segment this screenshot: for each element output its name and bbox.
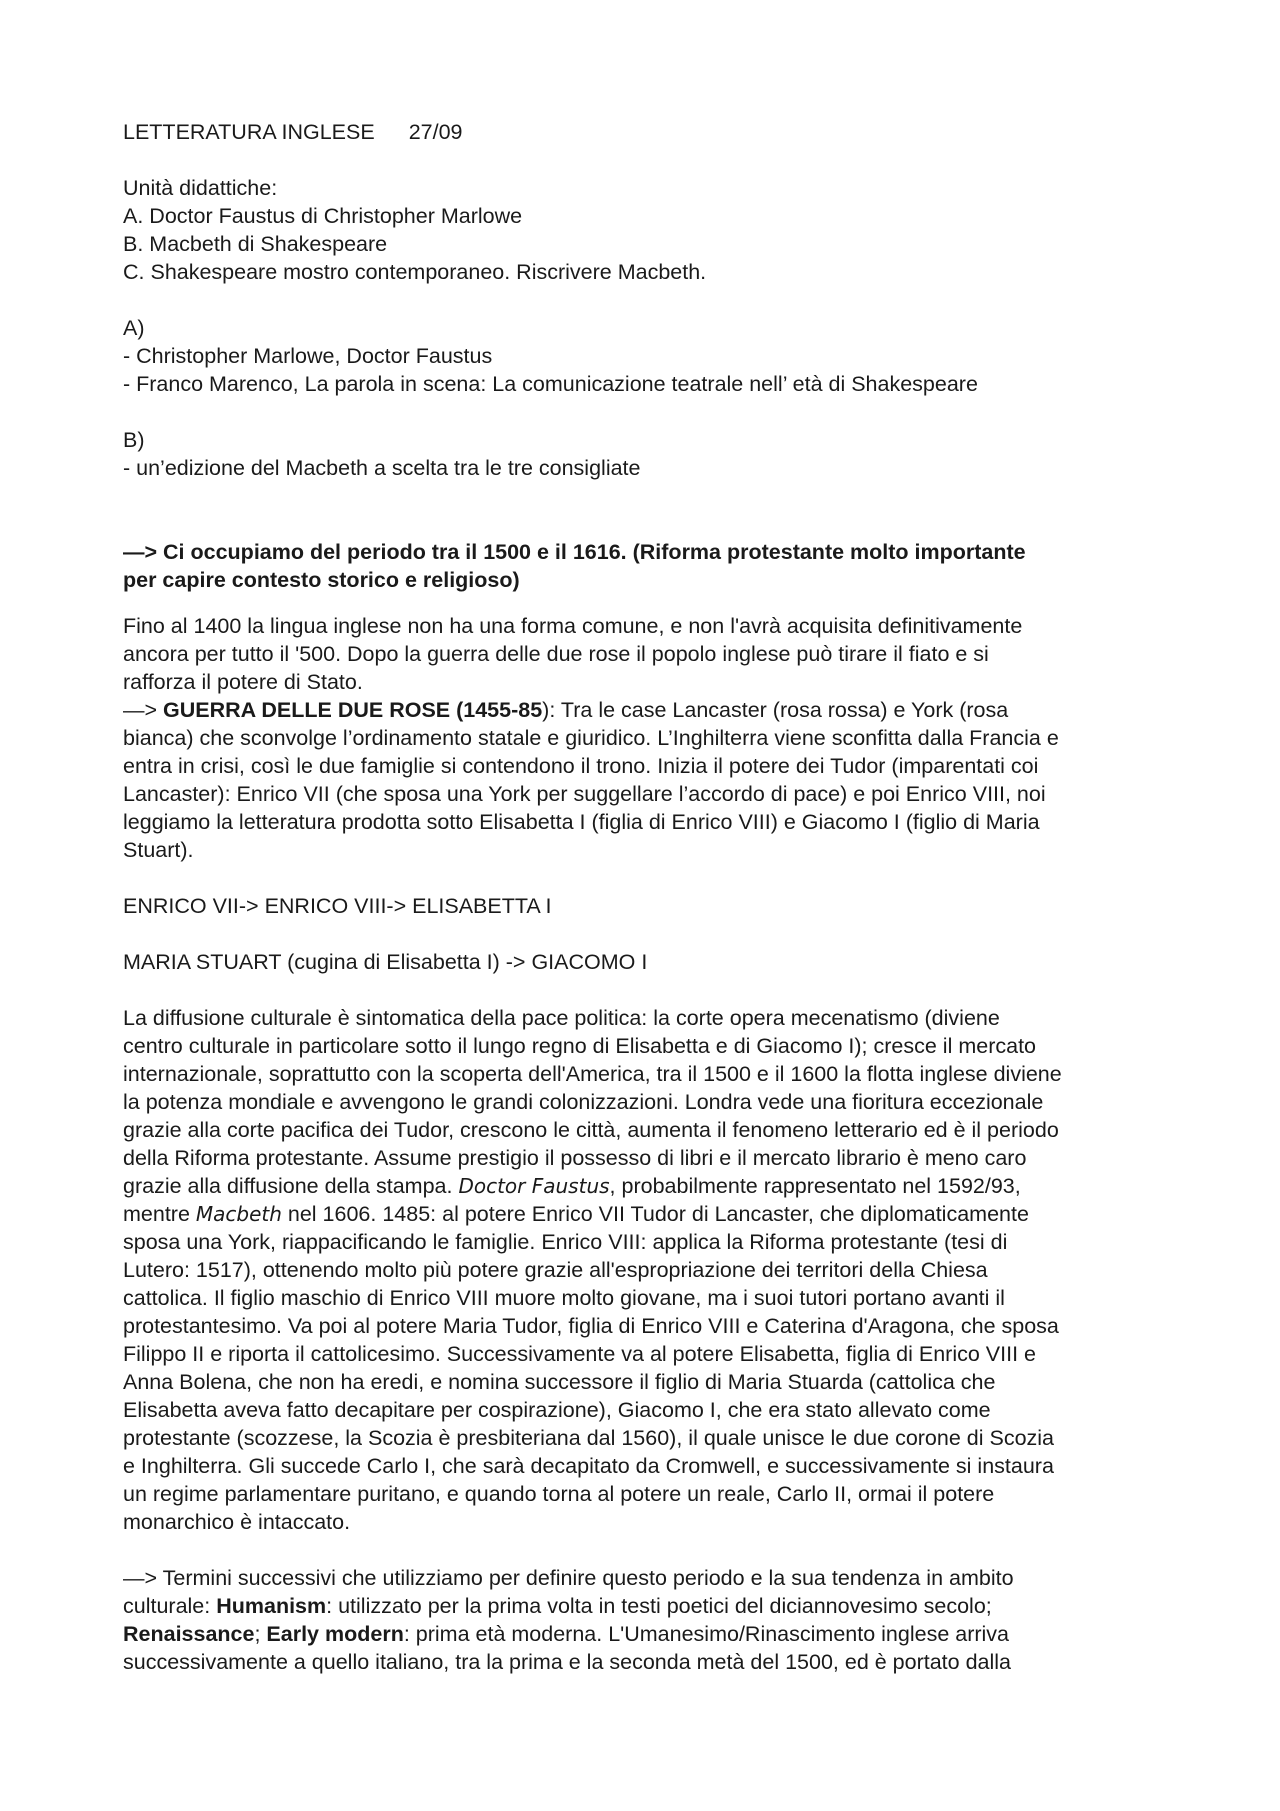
unit-item-b: B. Macbeth di Shakespeare bbox=[123, 232, 388, 256]
paragraph-line: leggiamo la letteratura prodotta sotto Elisabetta I (figlia di Enrico VIII) e Giacomo I (figlio di Maria bbox=[123, 810, 1040, 834]
paragraph-line: protestante (scozzese, la Scozia è presbiteriana dal 1560), il quale unisce le due corone di Scozia bbox=[123, 1426, 1055, 1450]
paragraph-line bbox=[123, 1620, 1183, 1648]
paragraph-line: Lancaster): Enrico VII (che sposa una York per suggellare l’accordo di pace) e poi Enrico VIII, noi bbox=[123, 782, 1046, 806]
paragraph-line: sposa una York, riappacificando le famiglie. Enrico VIII: applica la Riforma protestante (tesi di bbox=[123, 1230, 1008, 1254]
highlight-heading bbox=[123, 538, 1183, 594]
faustus-title: Doctor Faustus bbox=[458, 1174, 610, 1198]
paragraph-line bbox=[123, 696, 1183, 724]
paragraph-line: protestantesimo. Va poi al potere Maria Tudor, figlia di Enrico VIII e Caterina d'Aragona, che sposa bbox=[123, 1314, 1059, 1338]
roses-war-heading: GUERRA DELLE DUE ROSE (1455-85 bbox=[163, 698, 543, 722]
section-a-item: - Christopher Marlowe, Doctor Faustus bbox=[123, 344, 493, 368]
term-renaissance: Renaissance bbox=[123, 1622, 255, 1646]
paragraph-line: monarchico è intaccato. bbox=[123, 1510, 351, 1534]
paragraph-line: la potenza mondiale e avvengono le grandi colonizzazioni. Londra vede una fioritura eccezionale bbox=[123, 1090, 1044, 1114]
units-label: Unità didattiche: bbox=[123, 176, 278, 200]
paragraph-line: della Riforma protestante. Assume prestigio il possesso di libri e il mercato librario è meno caro bbox=[123, 1146, 1027, 1170]
paragraph-line: bianca) che sconvolge l’ordinamento statale e giuridico. L’Inghilterra viene sconfitta dalla Francia e bbox=[123, 726, 1059, 750]
paragraph-line: Lutero: 1517), ottenendo molto più potere grazie all'espropriazione dei territori della Chiesa bbox=[123, 1258, 988, 1282]
unit-item-a: A. Doctor Faustus di Christopher Marlowe bbox=[123, 204, 523, 228]
paragraph-line: Anna Bolena, che non ha eredi, e nomina successore il figlio di Maria Stuarda (cattolica che bbox=[123, 1370, 996, 1394]
paragraph-line: La diffusione culturale è sintomatica della pace politica: la corte opera mecenatismo (diviene bbox=[123, 1006, 1000, 1030]
terms-l2-post: : utilizzato per la prima volta in testi poetici del diciannovesimo secolo; bbox=[326, 1594, 992, 1618]
lineage-line-2: MARIA STUART (cugina di Elisabetta I) -> GIACOMO I bbox=[123, 950, 648, 974]
document-page bbox=[123, 118, 1183, 1676]
term-early-modern: Early modern bbox=[266, 1622, 404, 1646]
paragraph-line: Filippo II e riporta il cattolicesimo. Successivamente va al potere Elisabetta, figlia di Enrico VIII e bbox=[123, 1342, 1036, 1366]
paragraph-line: Stuart). bbox=[123, 838, 194, 862]
paragraph-line: centro culturale in particolare sotto il lungo regno di Elisabetta e di Giacomo I); cresce il mercato bbox=[123, 1034, 1036, 1058]
intro-paragraph bbox=[123, 612, 1183, 696]
section-a-item: - Franco Marenco, La parola in scena: La comunicazione teatrale nell’ età di Shakespeare bbox=[123, 372, 978, 396]
roses-first-rest: ): Tra le case Lancaster (rosa rossa) e York (rosa bbox=[542, 698, 1009, 722]
highlight-line: per capire contesto storico e religioso) bbox=[123, 568, 520, 592]
course-title: LETTERATURA INGLESE bbox=[123, 120, 375, 144]
unit-item-c: C. Shakespeare mostro contemporaneo. Riscrivere Macbeth. bbox=[123, 260, 707, 284]
paragraph-line bbox=[123, 1592, 1183, 1620]
paragraph-line: —> Termini successivi che utilizziamo per definire questo periodo e la sua tendenza in ambito bbox=[123, 1566, 1014, 1590]
paragraph-line: rafforza il potere di Stato. bbox=[123, 670, 363, 694]
macbeth-pre: mentre bbox=[123, 1202, 196, 1226]
paragraph-line: e Inghilterra. Gli succede Carlo I, che sarà decapitato da Cromwell, e successivamente si instaura bbox=[123, 1454, 1054, 1478]
paragraph-line: un regime parlamentare puritano, e quando torna al potere un reale, Carlo II, ormai il potere bbox=[123, 1482, 995, 1506]
terms-l3-post: : prima età moderna. L'Umanesimo/Rinascimento inglese arriva bbox=[403, 1622, 1010, 1646]
lesson-date: 27/09 bbox=[408, 120, 463, 144]
section-a-label: A) bbox=[123, 316, 145, 340]
culture-paragraph bbox=[123, 1004, 1183, 1536]
roses-paragraph bbox=[123, 696, 1183, 864]
paragraph-line: grazie alla corte pacifica dei Tudor, crescono le città, aumenta il fenomeno letterario ed è il periodo bbox=[123, 1118, 1059, 1142]
highlight-line: —> Ci occupiamo del periodo tra il 1500 e il 1616. (Riforma protestante molto importante bbox=[123, 540, 1026, 564]
faustus-post: , probabilmente rappresentato nel 1592/93, bbox=[609, 1174, 1021, 1198]
terms-l3-mid: ; bbox=[254, 1622, 267, 1646]
arrow-marker: —> bbox=[123, 698, 164, 722]
terms-l2-pre: culturale: bbox=[123, 1594, 217, 1618]
macbeth-post: nel 1606. 1485: al potere Enrico VII Tudor di Lancaster, che diplomaticamente bbox=[281, 1202, 1029, 1226]
paragraph-line: ancora per tutto il '500. Dopo la guerra delle due rose il popolo inglese può tirare il fiato e si bbox=[123, 642, 989, 666]
paragraph-line: cattolica. Il figlio maschio di Enrico VIII muore molto giovane, ma i suoi tutori portano avanti il bbox=[123, 1286, 1005, 1310]
paragraph-line: entra in crisi, così le due famiglie si contendono il trono. Inizia il potere dei Tudor (imparentati coi bbox=[123, 754, 1039, 778]
doc-title-line bbox=[123, 118, 1183, 146]
section-b-label: B) bbox=[123, 428, 145, 452]
paragraph-line bbox=[123, 1200, 1183, 1228]
lineage-line-1: ENRICO VII-> ENRICO VIII-> ELISABETTA I bbox=[123, 894, 552, 918]
paragraph-line: Fino al 1400 la lingua inglese non ha una forma comune, e non l'avrà acquisita definitivamente bbox=[123, 614, 1023, 638]
paragraph-line: internazionale, soprattutto con la scoperta dell'America, tra il 1500 e il 1600 la flotta inglese diviene bbox=[123, 1062, 1062, 1086]
macbeth-title: Macbeth bbox=[195, 1202, 282, 1226]
paragraph-line: successivamente a quello italiano, tra la prima e la seconda metà del 1500, ed è portato dalla bbox=[123, 1650, 1012, 1674]
paragraph-line: Elisabetta aveva fatto decapitare per cospirazione), Giacomo I, che era stato allevato come bbox=[123, 1398, 991, 1422]
term-humanism: Humanism bbox=[216, 1594, 327, 1618]
terms-paragraph bbox=[123, 1564, 1183, 1676]
section-b-item: - un’edizione del Macbeth a scelta tra le tre consigliate bbox=[123, 456, 641, 480]
faustus-pre: grazie alla diffusione della stampa. bbox=[123, 1174, 459, 1198]
paragraph-line bbox=[123, 1172, 1183, 1200]
